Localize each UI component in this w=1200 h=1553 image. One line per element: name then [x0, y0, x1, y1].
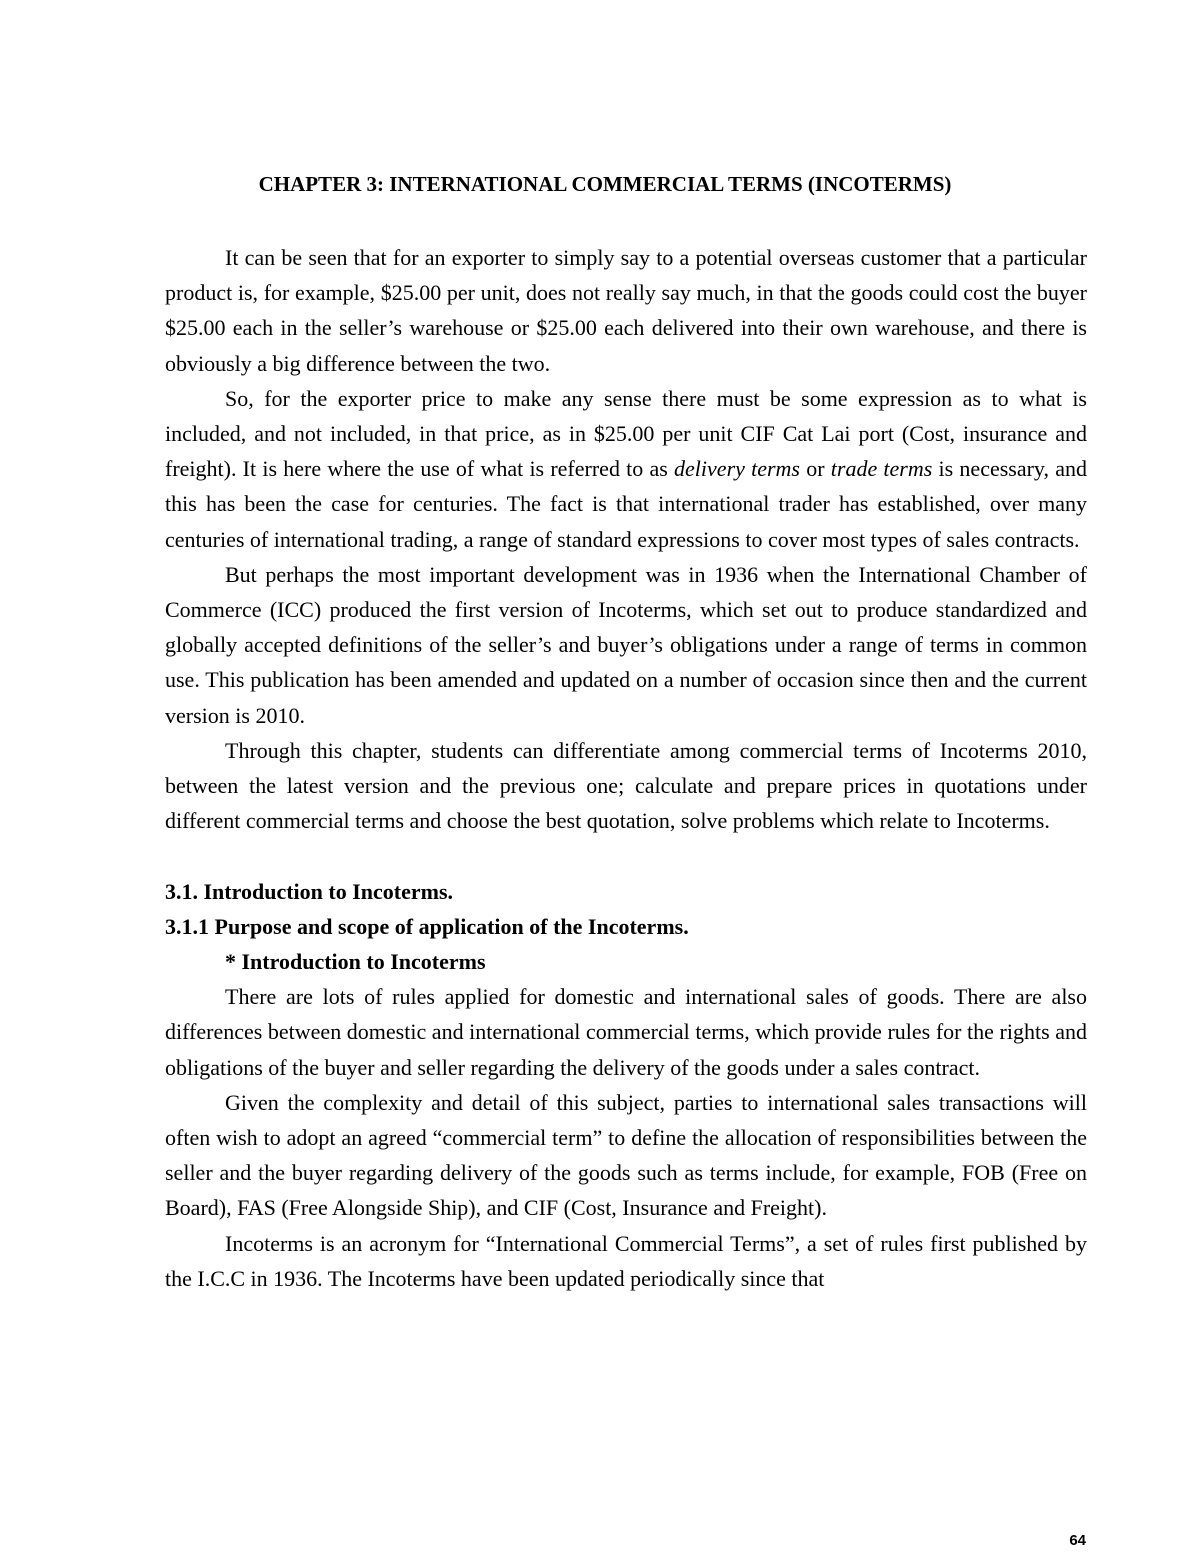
paragraph — [165, 381, 1087, 557]
section-heading: 3.1. Introduction to Incoterms. — [165, 878, 454, 904]
page-number: 64 — [1069, 1532, 1086, 1549]
paragraph: It can be seen that for an exporter to simply say to a potential overseas customer that a particular product is, for example, $25.00 per unit, does not really say much, in that the goods could cost the buyer $25.00 each in the seller’s warehouse or $25.00 each delivered into their own warehouse, and there is obviously a big difference between the two. — [165, 245, 1087, 376]
text-run: is necessary, and this has been the case for centuries. The fact is that international trader has established, over many centuries of international trading, a range of standard expressions to cover most types of sales contracts. — [165, 456, 1087, 552]
text-run: or — [800, 456, 831, 482]
bullet-heading: * Introduction to Incoterms — [225, 949, 486, 975]
paragraph: But perhaps the most important development was in 1936 when the International Chamber of Commerce (ICC) produced the first version of Incoterms, which set out to produce standardized and globally accepted definitions of the seller’s and buyer’s obligations under a range of terms in common use. This publication has been amended and updated on a number of occasion since then and the current version is 2010. — [165, 561, 1087, 728]
paragraph: Given the complexity and detail of this subject, parties to international sales transactions will often wish to adopt an agreed “commercial term” to define the allocation of responsibilities between the seller and the buyer regarding delivery of the goods such as terms include, for example, FOB (Free on Board), FAS (Free Alongside Ship), and CIF (Cost, Insurance and Freight). — [165, 1089, 1087, 1221]
chapter-title: CHAPTER 3: INTERNATIONAL COMMERCIAL TERMS (INCOTERMS) — [258, 172, 952, 196]
paragraph: There are lots of rules applied for domestic and international sales of goods. There are also differences between domestic and international commercial terms, which provide rules for the rights and obligations of the buyer and seller regarding the delivery of the goods under a sales contract. — [165, 984, 1087, 1080]
subsection-heading: 3.1.1 Purpose and scope of application of the Incoterms. — [165, 913, 689, 939]
paragraph: Through this chapter, students can differentiate among commercial terms of Incoterms 2010, between the latest version and the previous one; calculate and prepare prices in quotations under different commercial terms and choose the best quotation, solve problems which relate to Incoterms. — [165, 737, 1087, 834]
italic-term: delivery terms — [674, 456, 800, 482]
italic-term: trade terms — [830, 456, 933, 482]
text-run: So, for the exporter price to make any sense there must be some expression as to what is included, and not included, in that price, as in $25.00 per unit CIF Cat Lai port (Cost, insurance and freight). It is here where the use of what is referred to as — [165, 385, 1087, 482]
spacer — [165, 838, 1087, 873]
document-body — [165, 240, 1087, 1296]
paragraph: Incoterms is an acronym for “International Commercial Terms”, a set of rules first published by the I.C.C in 1936. The Incoterms have been updated periodically since that — [165, 1230, 1087, 1291]
